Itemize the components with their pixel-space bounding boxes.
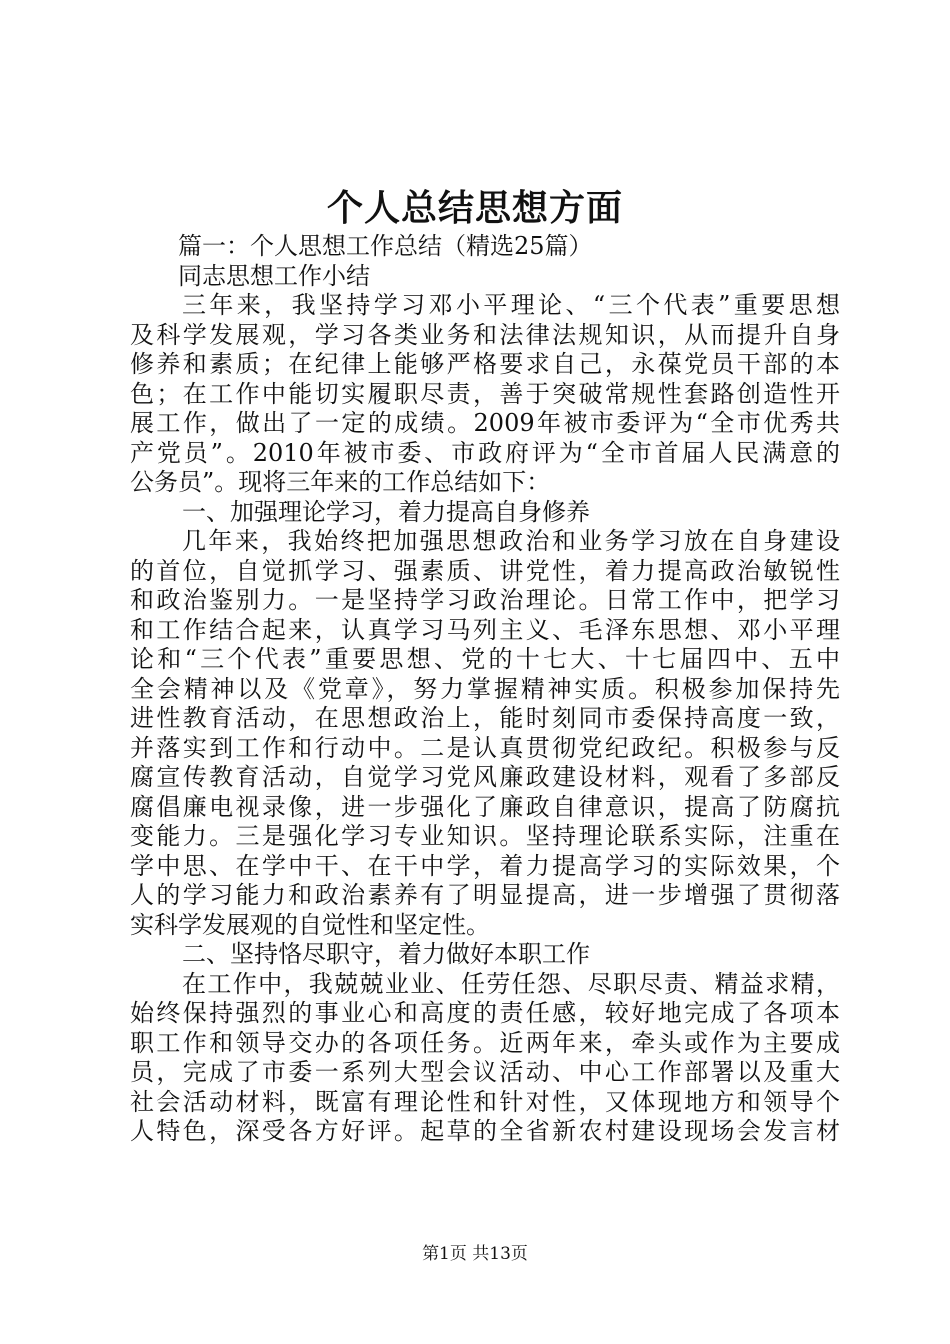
document-title: 个人总结思想方面 (326, 187, 623, 229)
paragraph-line: 人特色，深受各方好评。起草的全省新农村建设现场会发言材 (130, 1117, 840, 1145)
paragraph-line: 变能力。三是强化学习专业知识。坚持理论联系实际，注重在 (130, 822, 840, 850)
paragraph-line: 人的学习能力和政治素养有了明显提高，进一步增强了贯彻落 (130, 881, 840, 909)
paragraph-line: 的首位，自觉抓学习、强素质、讲党性，着力提高政治敏锐性 (130, 556, 840, 585)
paragraph-line: 色；在工作中能切实履职尽责，善于突破常规性套路创造性开 (130, 379, 840, 408)
paragraph-line: 修养和素质；在纪律上能够严格要求自己，永葆党员干部的本 (130, 350, 840, 378)
paragraph-line: 和工作结合起来，认真学习马列主义、毛泽东思想、邓小平理 (130, 615, 840, 644)
paragraph-line: 几年来，我始终把加强思想政治和业务学习放在自身建设 (182, 527, 840, 555)
section-heading: 二、坚持恪尽职守，着力做好本职工作 (182, 940, 590, 968)
paragraph-line: 腐倡廉电视录像，进一步强化了廉政自律意识，提高了防腐抗 (130, 792, 840, 821)
paragraph-line: 及科学发展观，学习各类业务和法律法规知识，从而提升自身 (130, 320, 840, 349)
paragraph-line: 始终保持强烈的事业心和高度的责任感，较好地完成了各项本 (130, 999, 840, 1027)
paragraph-line: 和政治鉴别力。一是坚持学习政治理论。日常工作中，把学习 (130, 586, 840, 614)
section-heading: 一、加强理论学习，着力提高自身修养 (182, 497, 590, 526)
paragraph-line: 并落实到工作和行动中。二是认真贯彻党纪政纪。积极参与反 (130, 733, 840, 762)
paragraph-line: 腐宣传教育活动，自觉学习党风廉政建设材料，观看了多部反 (130, 763, 840, 791)
page-footer: 第1页 共13页 (422, 1244, 528, 1264)
subheading: 同志思想工作小结 (178, 261, 370, 290)
paragraph-line: 职工作和领导交办的各项任务。近两年来，牵头或作为主要成 (130, 1028, 840, 1057)
paragraph-line: 论和“三个代表”重要思想、党的十七大、十七届四中、五中 (130, 645, 840, 673)
paragraph-line: 学中思、在学中干、在干中学，着力提高学习的实际效果，个 (130, 851, 840, 880)
paragraph-line: 实科学发展观的自觉性和坚定性。 (130, 910, 490, 939)
paragraph-line: 三年来，我坚持学习邓小平理论、“三个代表”重要思想 (182, 291, 840, 319)
section-heading: 篇一：个人思想工作总结（精选25篇） (178, 232, 593, 260)
paragraph-line: 在工作中，我兢兢业业、任劳任怨、尽职尽责、精益求精， (182, 969, 840, 998)
paragraph-line: 社会活动材料，既富有理论性和针对性，又体现地方和领导个 (130, 1087, 840, 1116)
paragraph-line: 产党员”。2010年被市委、市政府评为“全市首届人民满意的 (130, 438, 840, 467)
document-body (130, 232, 840, 1147)
paragraph-line: 展工作，做出了一定的成绩。2009年被市委评为“全市优秀共 (130, 409, 840, 437)
paragraph-line: 全会精神以及《党章》，努力掌握精神实质。积极参加保持先 (130, 674, 840, 703)
paragraph-line: 公务员”。现将三年来的工作总结如下： (130, 468, 551, 496)
paragraph-line: 进性教育活动，在思想政治上，能时刻同市委保持高度一致， (130, 704, 840, 732)
paragraph-line: 员，完成了市委一系列大型会议活动、中心工作部署以及重大 (130, 1058, 840, 1086)
